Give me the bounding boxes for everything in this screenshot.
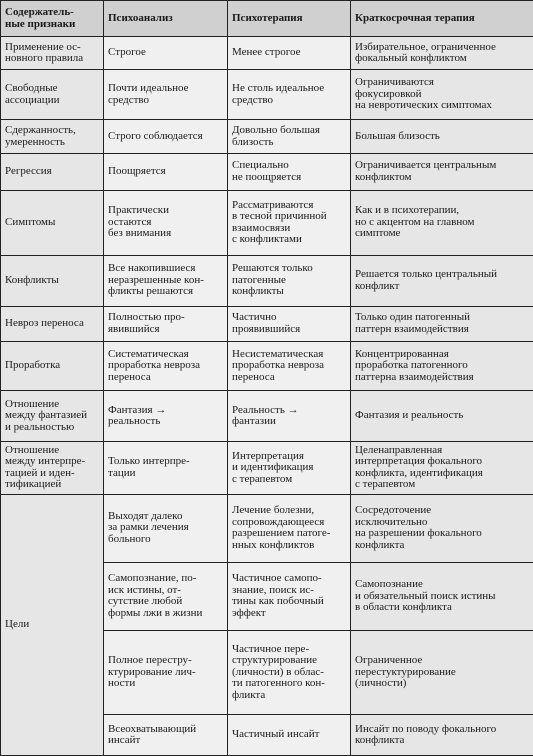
cell-feature: Применение ос- новного правила bbox=[1, 37, 104, 70]
goals-cell-psychoanalysis: Самопознание, по- иск истины, от- сутствие любой формы лжи в жизни bbox=[104, 562, 228, 630]
goals-label: Цели bbox=[1, 494, 104, 755]
cell-psychotherapy: Частично проявившийся bbox=[228, 306, 351, 341]
goals-cell-short-term: Ограниченное перестуктурирование (личности) bbox=[351, 631, 533, 715]
cell-short-term: Только один патогенный паттерн взаимодействия bbox=[351, 306, 533, 341]
table-row bbox=[1, 442, 533, 494]
table-row bbox=[1, 342, 533, 391]
cell-psychoanalysis: Систематическая проработка невроза переноса bbox=[104, 342, 228, 391]
cell-psychoanalysis: Строгое bbox=[104, 37, 228, 70]
cell-short-term: Ограничивается центральным конфликтом bbox=[351, 154, 533, 190]
cell-short-term: Как и в психотерапии, но с акцентом на главном симптоме bbox=[351, 190, 533, 255]
header-psychotherapy: Психотерапия bbox=[228, 1, 351, 37]
header-short-term-therapy: Краткосрочная терапия bbox=[351, 1, 533, 37]
cell-feature: Конфликты bbox=[1, 255, 104, 306]
table-row bbox=[1, 306, 533, 341]
cell-short-term: Ограничиваются фокусировкой на невротических симптомах bbox=[351, 70, 533, 120]
cell-feature: Регрессия bbox=[1, 154, 104, 190]
table-row bbox=[1, 391, 533, 442]
goals-cell-psychotherapy: Лечение болезни, сопровождающееся разрешением патоге- нных конфликтов bbox=[228, 494, 351, 562]
table-row bbox=[1, 120, 533, 154]
cell-psychoanalysis: Фантазия → реальность bbox=[104, 391, 228, 442]
cell-psychoanalysis: Только интерпре- тации bbox=[104, 442, 228, 494]
cell-short-term: Целенаправленная интерпретация фокального конфликта, идентификация с терапевтом bbox=[351, 442, 533, 494]
header-features: Содержатель- ные признаки bbox=[1, 1, 104, 37]
cell-psychotherapy: Менее строгое bbox=[228, 37, 351, 70]
header-psychoanalysis: Психоанализ bbox=[104, 1, 228, 37]
cell-psychotherapy: Специально не поощряется bbox=[228, 154, 351, 190]
goals-cell-psychotherapy: Частичный инсайт bbox=[228, 715, 351, 756]
table-row bbox=[1, 154, 533, 190]
table-row bbox=[1, 70, 533, 120]
header-row bbox=[1, 1, 533, 37]
goals-cell-short-term: Сосредоточение исключительно на разрешении фокального конфликта bbox=[351, 494, 533, 562]
cell-feature: Сдержанность, умеренность bbox=[1, 120, 104, 154]
goals-cell-psychoanalysis: Выходят далеко за рамки лечения больного bbox=[104, 494, 228, 562]
cell-feature: Симптомы bbox=[1, 190, 104, 255]
cell-psychotherapy: Интерпретация и идентификация с терапевтом bbox=[228, 442, 351, 494]
cell-psychotherapy: Решаются только патогенные конфликты bbox=[228, 255, 351, 306]
cell-feature: Отношение между интерпре- тацией и иден- тификацией bbox=[1, 442, 104, 494]
cell-psychotherapy: Несистематическая проработка невроза переноса bbox=[228, 342, 351, 391]
table-header bbox=[1, 1, 533, 37]
table-row bbox=[1, 190, 533, 255]
cell-psychoanalysis: Почти идеальное средство bbox=[104, 70, 228, 120]
cell-short-term: Большая близость bbox=[351, 120, 533, 154]
cell-psychoanalysis: Строго соблюдается bbox=[104, 120, 228, 154]
cell-psychoanalysis: Поощряется bbox=[104, 154, 228, 190]
goals-cell-psychotherapy: Частичное пере- структурирование (личности) в облас- ти патогенного кон- фликта bbox=[228, 631, 351, 715]
cell-psychoanalysis: Практически остаются без внимания bbox=[104, 190, 228, 255]
cell-short-term: Решается только центральный конфликт bbox=[351, 255, 533, 306]
goals-cell-short-term: Инсайт по поводу фокального конфликта bbox=[351, 715, 533, 756]
cell-short-term: Концентрированная проработка патогенного паттерна взаимодействия bbox=[351, 342, 533, 391]
table-row bbox=[1, 37, 533, 70]
cell-feature: Свободные ассоциации bbox=[1, 70, 104, 120]
table-row bbox=[1, 255, 533, 306]
goals-cell-psychoanalysis: Полное перестру- ктурирование лич- ности bbox=[104, 631, 228, 715]
cell-short-term: Избирательное, ограниченное фокальный конфликтом bbox=[351, 37, 533, 70]
cell-short-term: Фантазия и реальность bbox=[351, 391, 533, 442]
goals-cell-psychotherapy: Частичное самопо- знание, поиск ис- тины как побочный эффект bbox=[228, 562, 351, 630]
cell-psychotherapy: Реальность → фантазии bbox=[228, 391, 351, 442]
goals-cell-short-term: Самопознание и обязательный поиск истины в области конфликта bbox=[351, 562, 533, 630]
cell-feature: Отношение между фантазией и реальностью bbox=[1, 391, 104, 442]
cell-feature: Невроз переноса bbox=[1, 306, 104, 341]
cell-psychotherapy: Рассматриваются в тесной причинной взаимосвязи с конфликтами bbox=[228, 190, 351, 255]
cell-psychoanalysis: Полностью про- явившийся bbox=[104, 306, 228, 341]
cell-psychotherapy: Не столь идеальное средство bbox=[228, 70, 351, 120]
table-body bbox=[1, 37, 533, 756]
cell-feature: Проработка bbox=[1, 342, 104, 391]
cell-psychotherapy: Довольно большая близость bbox=[228, 120, 351, 154]
goals-cell-psychoanalysis: Всеохватывающий инсайт bbox=[104, 715, 228, 756]
goals-row bbox=[1, 494, 533, 562]
cell-psychoanalysis: Все накопившиеся неразрешенные кон- фликты решаются bbox=[104, 255, 228, 306]
